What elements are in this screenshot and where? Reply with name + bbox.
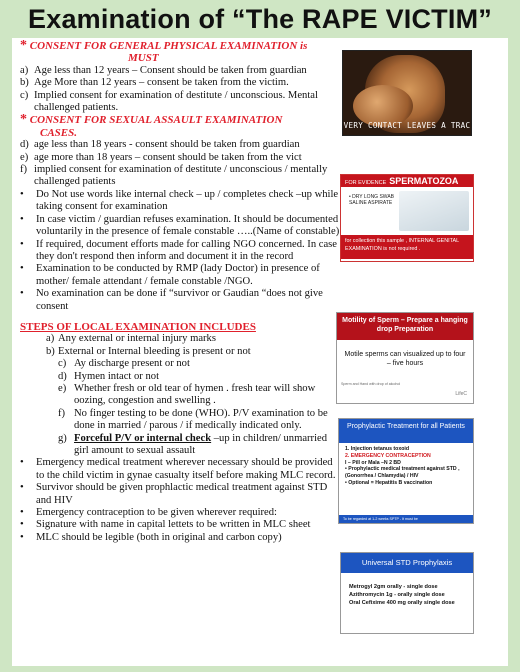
item-marker: b) xyxy=(46,345,55,357)
item-marker: g) xyxy=(58,432,67,444)
slide-line: 2. EMERGENCY CONTRACEPTION xyxy=(345,452,431,459)
bullet-text: Emergency contraception to be given wherever required: xyxy=(36,507,278,519)
item-text: External or Internal bleeding is present or not xyxy=(58,345,251,357)
list-item xyxy=(20,139,342,151)
slide-logo: LifeC xyxy=(455,391,467,397)
bullet-text: Survivor should be given prophlactic medical treatment against STD and HIV xyxy=(36,482,328,506)
steps-list xyxy=(46,333,342,358)
item-marker: f) xyxy=(20,164,28,176)
consent-sexual-heading-line2: CASES. xyxy=(40,126,77,139)
std-prophylaxis-slide xyxy=(340,552,474,634)
item-marker: d) xyxy=(20,139,29,151)
item-text: Age less than 12 years – Consent should be taken from guardian xyxy=(34,64,307,76)
label-line: SALINE ASPIRATE xyxy=(349,200,393,206)
bullet-text: In case victim / guardian refuses examination. It should be documented voluntarily in the presence of female constable …..(Name of constable) xyxy=(36,213,340,238)
bullet-text: Signature with name in capital lettets to be written in MLC sheet xyxy=(36,519,311,531)
consent-general-heading xyxy=(20,40,342,52)
list-item xyxy=(20,65,342,77)
page-title: Examination of “The RAPE VICTIM” xyxy=(28,4,492,34)
item-marker: e) xyxy=(20,151,29,163)
list-item xyxy=(58,408,342,433)
item-text: No finger testing to be done (WHO). P/V examination to be done in married / parous / if medically indicated only. xyxy=(74,407,328,432)
slide-line: • Prophylactic medical treatment against STD , (Gonorrhea / Chlamydia) / HIV xyxy=(345,466,460,480)
item-text: Any external or internal injury marks xyxy=(58,333,216,345)
item-text: age more than 18 years – consent should be taken from the vict xyxy=(34,151,302,163)
header-small: FOR EVIDENCE xyxy=(345,180,387,186)
consent-general-heading-line2: MUST xyxy=(128,52,159,65)
slide-line: • Optional = Hepatitis B vaccination xyxy=(345,479,433,486)
item-marker: c) xyxy=(58,358,67,370)
bullet-marker: • xyxy=(20,457,24,469)
slide-label xyxy=(349,194,394,206)
bullet-text: Emergency medical treatment wherever necessary should be provided to the child victim in gynae casualty itself before making MLC record. xyxy=(36,457,336,481)
list-item xyxy=(20,90,342,115)
bullet-item xyxy=(20,482,342,507)
swab-image xyxy=(399,191,469,231)
slide-line: 1. Injection tetanus toxoid xyxy=(345,446,409,452)
item-marker: a) xyxy=(20,64,29,76)
list-item xyxy=(58,371,342,383)
photo-caption: VERY CONTACT LEAVES A TRAC xyxy=(343,121,471,130)
bullet-item xyxy=(20,507,342,519)
star-marker: * xyxy=(20,112,27,128)
slide-body xyxy=(341,187,473,235)
bullet-item xyxy=(20,239,342,264)
bullet-item xyxy=(20,457,342,482)
slide-footer: Sperm and Hand with drop of alcohol xyxy=(341,382,401,386)
slide-title: Motility of Sperm – Prepare a hanging drop Preparation xyxy=(337,313,473,340)
list-item xyxy=(20,164,342,189)
list-item xyxy=(20,77,342,89)
slide-line: I – Pill or Mala –N 2 BD xyxy=(345,459,401,466)
slide-footer: To be regarded at 1-2 weeks SPTP - It must be xyxy=(339,515,473,523)
slide-body: Motile sperms can visualized up to four – five hours xyxy=(344,351,466,367)
star-marker: * xyxy=(20,38,27,53)
list-item xyxy=(46,346,342,358)
slide-footer: for collection this sample , INTERNAL GENITAL EXAMINATION is not required . xyxy=(341,235,473,259)
consent-sexual-heading xyxy=(20,114,342,126)
slide-header xyxy=(341,175,473,187)
slide-lines xyxy=(341,573,473,607)
bullet-text: No examination can be done if “survivor or Gaudian “does not give consent xyxy=(36,288,323,312)
spermatozoa-slide xyxy=(340,174,474,262)
bullet-marker: • xyxy=(20,531,24,543)
item-marker: d) xyxy=(58,370,67,382)
bullet-list-2 xyxy=(20,457,342,544)
item-marker: f) xyxy=(58,407,66,419)
item-text: Age More than 12 years – consent be taken from the victim. xyxy=(34,77,289,89)
consent-sexual-list xyxy=(20,139,342,189)
slide-title: Prophylactic Treatment for all Patients xyxy=(339,419,473,443)
item-text: Hymen intact or not xyxy=(74,370,160,382)
steps-item-g xyxy=(58,433,342,458)
bullet-marker: • xyxy=(20,507,24,519)
bullet-marker: • xyxy=(20,519,24,531)
header-big: SPERMATOZOA xyxy=(389,176,459,186)
bullet-marker: • xyxy=(20,213,24,225)
bullet-text: If required, document efforts made for calling NGO concerned. In case they don't respond then inform and document it in the record xyxy=(36,238,338,262)
bullet-item xyxy=(20,288,342,313)
text-column xyxy=(20,40,342,544)
bullet-item xyxy=(20,189,342,214)
item-text: Whether fresh or old tear of hymen . fresh tear will show oozing, congestion and swelling . xyxy=(74,382,316,407)
slide-line: Azithromycin 1g - orally single dose xyxy=(349,592,445,598)
label-line: • DRY LONG SWAB xyxy=(349,194,395,200)
slide-lines xyxy=(339,446,473,487)
list-item xyxy=(46,333,342,345)
slide-title: Universal STD Prophylaxis xyxy=(341,553,473,573)
item-text: age less than 18 years - consent should be taken from guardian xyxy=(34,139,300,151)
consent-general-list xyxy=(20,65,342,115)
steps-sublist xyxy=(58,358,342,432)
bullet-marker: • xyxy=(20,238,24,250)
item-marker: a) xyxy=(46,333,55,345)
slide-line: Metrogyl 2gm orally - single dose xyxy=(349,584,438,590)
bullet-item xyxy=(20,519,342,531)
bullet-marker: • xyxy=(20,288,24,300)
bullet-marker: • xyxy=(20,482,24,494)
bullet-item xyxy=(20,214,342,239)
heading-text: CONSENT FOR SEXUAL ASSAULT EXAMINATION xyxy=(29,114,283,127)
item-text: implied consent for examination of destitute / unconscious / mentally challenged patients xyxy=(34,164,328,188)
heading-text: CONSENT FOR GENERAL PHYSICAL EXAMINATION is xyxy=(29,40,308,52)
prophylactic-slide xyxy=(338,418,474,524)
item-text: Ay discharge present or not xyxy=(74,358,190,370)
item-marker: b) xyxy=(20,77,29,89)
bullet-item xyxy=(20,532,342,544)
item-text: –up in children/ unmarried girl amount to sexual assault xyxy=(74,432,328,456)
slide-line: Oral Cefixime 400 mg orally single dose xyxy=(349,600,455,606)
bullet-item xyxy=(20,263,342,288)
motility-slide xyxy=(336,312,474,404)
bullet-text: Examination to be conducted by RMP (lady Doctor) in presence of mother/ female attendant / female constable /NGO. xyxy=(36,263,320,287)
steps-heading: STEPS OF LOCAL EXAMINATION INCLUDES xyxy=(20,320,256,333)
bullet-marker: • xyxy=(20,263,24,275)
list-item xyxy=(58,383,342,408)
victim-photo xyxy=(342,50,472,136)
bullet-text: MLC should be legible (both in original and carbon copy) xyxy=(36,531,282,543)
item-marker: c) xyxy=(20,89,29,101)
bullet-list-1 xyxy=(20,189,342,313)
bullet-text: Do Not use words like internal check – up / completes check –up while taking consent for examination xyxy=(36,188,339,213)
bullet-marker: • xyxy=(20,188,24,200)
list-item xyxy=(58,358,342,370)
item-text: Implied consent for examination of destitute / unconscious. Mental challenged patients. xyxy=(34,89,318,114)
item-marker: e) xyxy=(58,382,67,394)
bold-phrase: Forceful P/V or internal check xyxy=(74,432,212,444)
list-item xyxy=(20,152,342,164)
